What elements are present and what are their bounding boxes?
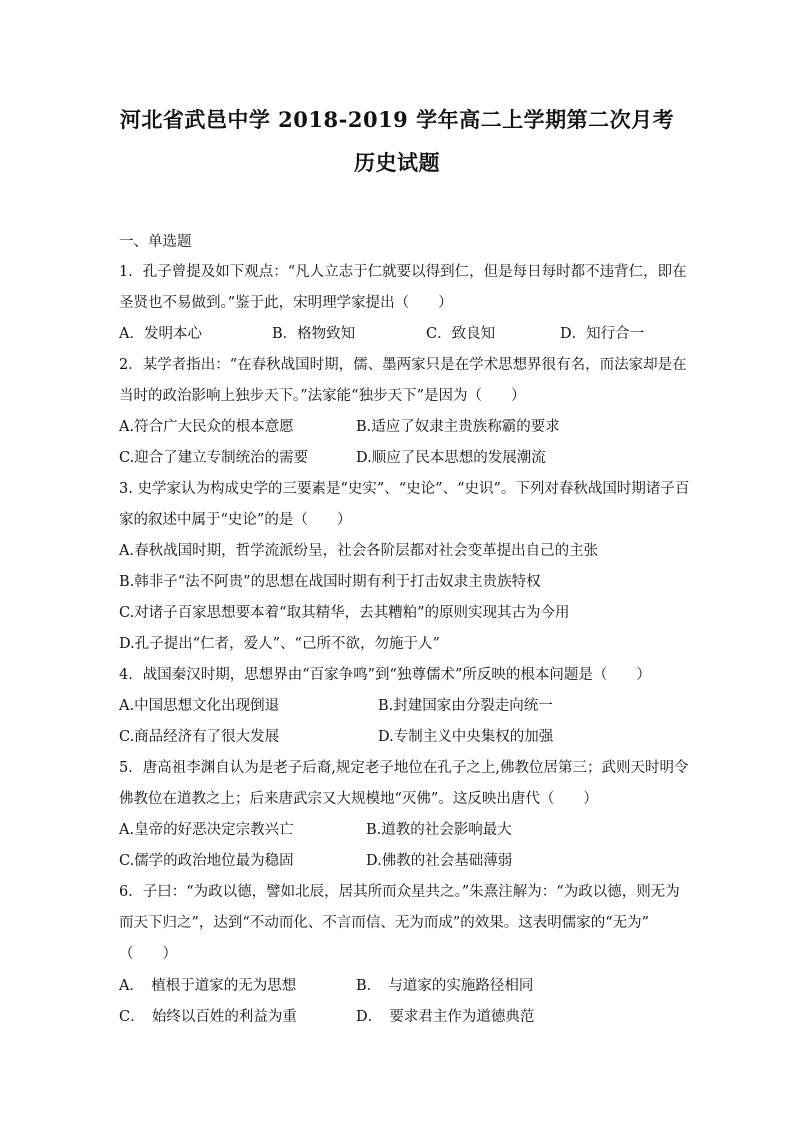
question-4-option-d: D.专制主义中央集权的加强 xyxy=(378,729,554,745)
question-1-line-2: 圣贤也不易做到。”鉴于此，宋明理学家提出（ ） xyxy=(119,295,453,311)
question-1-option-b: B．格物致知 xyxy=(272,326,356,342)
question-2-line-1: 2．某学者指出：“在春秋战国时期，儒、墨两家只是在学术思想界很有名，而法家却是在 xyxy=(119,357,687,373)
question-4-line-1: 4．战国秦汉时期，思想界由“百家争鸣”到“独尊儒术”所反映的根本问题是（ ） xyxy=(119,667,651,683)
question-6-line-3: （ ） xyxy=(119,946,177,962)
question-2-line-2: 当时的政治影响上独步天下。”法家能“独步天下”是因为（ ） xyxy=(119,388,526,404)
question-5-option-b: B.道教的社会影响最大 xyxy=(366,822,512,838)
section-heading: 一、单选题 xyxy=(119,234,192,250)
question-4-option-c: C.商品经济有了很大发展 xyxy=(119,729,280,745)
question-6-option-c: C． 始终以百姓的利益为重 xyxy=(119,1009,297,1025)
document-title: 河北省武邑中学 2018-2019 学年高二上学期第二次月考 xyxy=(119,107,675,132)
question-2-option-b: B.适应了奴隶主贵族称霸的要求 xyxy=(356,419,560,435)
question-6-option-d: D． 要求君主作为道德典范 xyxy=(356,1009,535,1025)
question-3-option-c: C.对诸子百家思想要本着“取其精华，去其糟粕”的原则实现其古为今用 xyxy=(119,605,570,621)
question-3-line-2: 家的叙述中属于“史论”的是（ ） xyxy=(119,512,352,528)
question-1-line-1: 1．孔子曾提及如下观点：“凡人立志于仁就要以得到仁，但是每日每时都不违背仁，即在 xyxy=(119,264,687,280)
question-2-option-c: C.迎合了建立专制统治的需要 xyxy=(119,450,309,466)
question-3-option-b: B.韩非子“法不阿贵”的思想在战国时期有利于打击奴隶主贵族特权 xyxy=(119,574,541,590)
question-5-line-1: 5．唐高祖李渊自认为是老子后裔,规定老子地位在孔子之上,佛教位居第三；武则天时明令 xyxy=(119,760,689,776)
question-6-option-a: A． 植根于道家的无为思想 xyxy=(119,978,297,994)
question-2-option-d: D.顺应了民本思想的发展潮流 xyxy=(356,450,546,466)
question-5-option-c: C.儒学的政治地位最为稳固 xyxy=(119,853,294,869)
question-3-option-d: D.孔子提出“仁者，爱人”、“己所不欲，勿施于人” xyxy=(119,636,440,652)
document-subtitle: 历史试题 xyxy=(354,150,440,175)
question-1-option-d: D．知行合一 xyxy=(560,326,645,342)
question-4-option-b: B.封建国家由分裂走向统一 xyxy=(378,698,553,714)
question-6-line-1: 6．子曰：“为政以德，譬如北辰，居其所而众星共之。”朱熹注解为：“为政以德，则无为 xyxy=(119,884,680,900)
question-1-option-c: C．致良知 xyxy=(426,326,496,342)
question-6-option-b: B． 与道家的实施路径相同 xyxy=(356,978,534,994)
question-2-option-a: A.符合广大民众的根本意愿 xyxy=(119,419,294,435)
question-1-option-a: A．发明本心 xyxy=(119,326,202,342)
question-6-line-2: 而天下归之”，达到“不动而化、不言而信、无为而成”的效果。这表明儒家的“无为” xyxy=(119,915,650,931)
question-5-option-a: A.皇帝的好恶决定宗教兴亡 xyxy=(119,822,294,838)
question-3-line-1: 3. 史学家认为构成史学的三要素是“史实”、“史论”、“史识”。下列对春秋战国时期诸子百 xyxy=(119,481,690,497)
question-5-option-d: D.佛教的社会基础薄弱 xyxy=(366,853,513,869)
question-4-option-a: A.中国思想文化出现倒退 xyxy=(119,698,280,714)
question-3-option-a: A.春秋战国时期，哲学流派纷呈，社会各阶层都对社会变革提出自己的主张 xyxy=(119,543,599,559)
question-5-line-2: 佛教位在道教之上；后来唐武宗又大规模地“灭佛”。这反映出唐代（ ） xyxy=(119,791,598,807)
